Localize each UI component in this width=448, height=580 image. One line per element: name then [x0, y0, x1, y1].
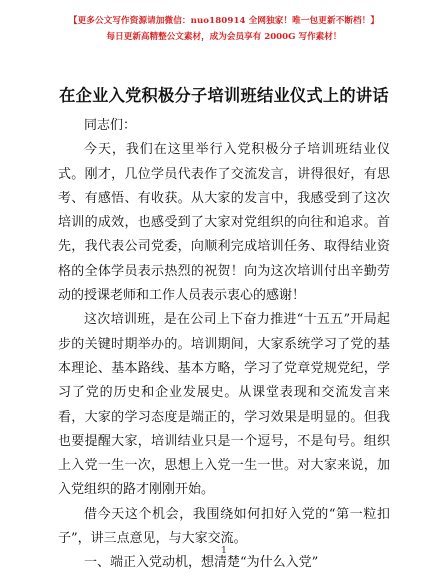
promo-line-2: 每日更新高精整公文素材，成为会员享有 2000G 写作素材！ [106, 32, 342, 42]
paragraph-2: 这次培训班，是在公司上下奋力推进“十五五”开局起步的关键时期举办的。培训期间，大家系统学习了党的基本理论、基本路线、基本方略，学习了党章党规党纪，学习了党的历史和企业发展史。从课堂表现和交流发言来看，大家的学习态度是端正的，学习效果是明显的。但我也要提醒大家，培训结业只是一个逗号，不是句号。组织上入党一生一次，思想上入党一生一世。对大家来说，加入党组织的路才刚刚开始。 [58, 312, 390, 498]
section-heading-1: 一、端正入党动机，想清楚“为什么入党” [84, 555, 319, 571]
paragraph-3: 借今天这个机会，我围绕如何扣好入党的“第一粒扣子”，讲三点意见，与大家交流。 [58, 506, 390, 547]
promo-line-1: 【更多公文写作资源请加微信：nuo180914 全网独家！唯一包更新不断档！】 [68, 16, 380, 26]
document-title: 在企业入党积极分子培训班结业仪式上的讲话 [59, 86, 389, 105]
page-number: 1 [221, 546, 227, 556]
document-body [58, 114, 390, 576]
paragraph-1: 今天，我们在这里举行入党积极分子培训班结业仪式。刚才，几位学员代表作了交流发言，讲得很好，有思考、有感悟、有收获。从大家的发言中，我感受到了这次培训的成效，也感受到了大家对党组织的向往和追求。首先，我代表公司党委，向顺利完成培训任务、取得结业资格的全体学员表示热烈的祝贺！向为这次培训付出辛勤劳动的授课老师和工作人员表示衷心的感谢！ [58, 142, 390, 304]
salutation: 同志们： [84, 118, 137, 133]
promo-banner [0, 14, 448, 44]
